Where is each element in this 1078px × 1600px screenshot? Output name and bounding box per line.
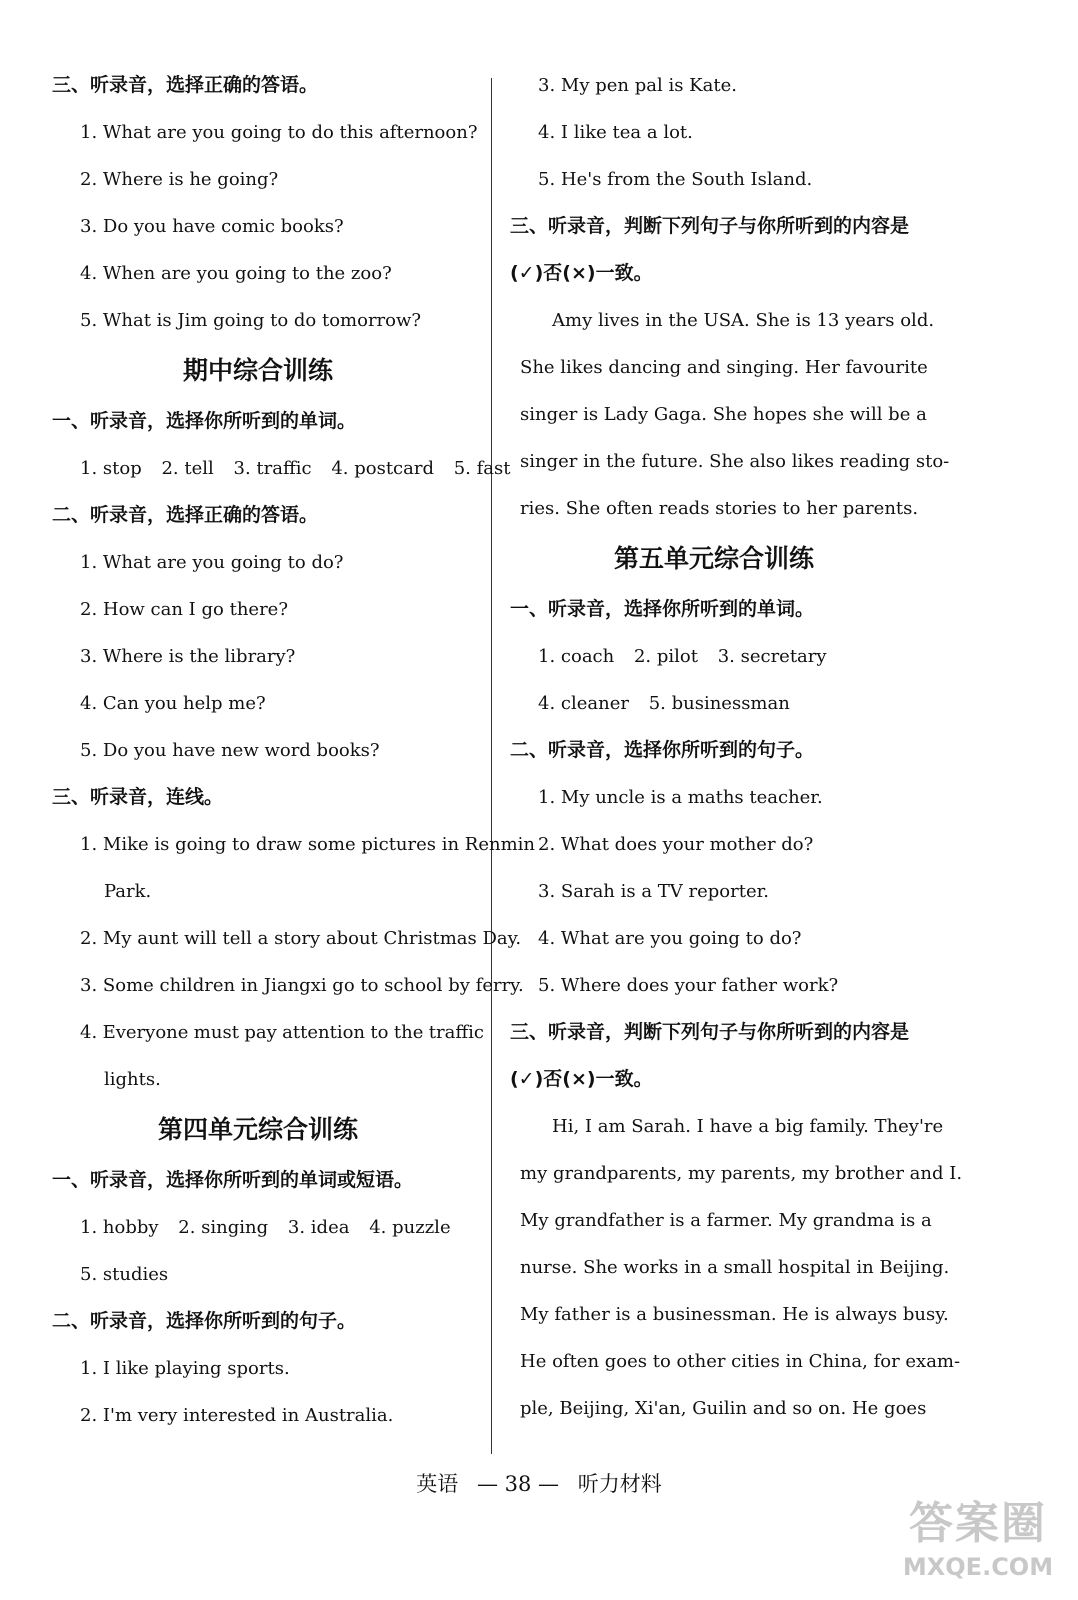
unit5-title: 第五单元综合训练: [613, 544, 814, 573]
word: Everyone: [102, 1022, 189, 1043]
paragraph-line: ries. She often reads stories to her parents.: [520, 498, 919, 519]
list-item: 2. I'm very interested in Australia.: [80, 1405, 394, 1426]
section-heading-continuation: (✓)否(×)一致。: [510, 262, 653, 284]
list-item: 3. Where is the library?: [80, 646, 296, 667]
list-item: 3. Do you have comic books?: [80, 216, 344, 237]
word-item: 1. coach: [538, 646, 615, 667]
word-list: [52, 1204, 484, 1251]
section-heading: 一、听录音，选择你所听到的单词。: [52, 410, 357, 432]
paragraph-line: She likes dancing and singing. Her favourite: [520, 357, 928, 378]
list-item: 2. How can I go there?: [80, 599, 288, 620]
word: 4.: [80, 1022, 98, 1043]
watermark: [888, 1496, 1068, 1592]
list-item: 3. Sarah is a TV reporter.: [538, 881, 769, 902]
right-column: [510, 62, 963, 1432]
word-list: [510, 680, 918, 727]
word-item: 2. singing: [178, 1217, 269, 1238]
list-item: 5. Do you have new word books?: [80, 740, 380, 761]
list-item: 2. Where is he going?: [80, 169, 279, 190]
list-item-continuation: Park.: [104, 881, 152, 902]
paragraph-line: My father is a businessman. He is always busy.: [520, 1304, 949, 1325]
section-heading: 三、听录音，连线。: [52, 786, 224, 808]
unit4-title: 第四单元综合训练: [157, 1115, 358, 1144]
section-heading-continuation: (✓)否(×)一致。: [510, 1068, 653, 1090]
list-item: 1. Mike is going to draw some pictures in Renmin: [80, 834, 536, 855]
section-heading: 三、听录音，判断下列句子与你所听到的内容是: [510, 215, 910, 237]
word-item: 4. puzzle: [369, 1217, 451, 1238]
midterm-title: 期中综合训练: [182, 356, 333, 385]
list-item: 5. Where does your father work?: [538, 975, 839, 996]
list-item: 2. What does your mother do?: [538, 834, 814, 855]
paragraph-line: ple, Beijing, Xi'an, Guilin and so on. He goes: [520, 1398, 927, 1419]
list-item: 4. Can you help me?: [80, 693, 266, 714]
list-item: 1. My uncle is a maths teacher.: [538, 787, 823, 808]
footer-subject: 英语: [416, 1472, 459, 1496]
paragraph-line: Amy lives in the USA. She is 13 years old.: [552, 310, 935, 331]
word-list: [52, 445, 511, 492]
word-item: 1. stop: [80, 458, 142, 479]
word: to: [370, 1022, 389, 1043]
page-number: — 38 —: [476, 1472, 560, 1496]
paragraph-line: My grandfather is a farmer. My grandma is a: [520, 1210, 932, 1231]
word-item: 3. secretary: [717, 646, 827, 667]
word-list: [510, 633, 918, 680]
list-item: 2. My aunt will tell a story about Christmas Day.: [80, 928, 522, 949]
word: the: [393, 1022, 424, 1043]
list-item: 4. I like tea a lot.: [538, 122, 693, 143]
section-heading: 一、听录音，选择你所听到的单词或短语。: [52, 1169, 414, 1191]
word: traffic: [428, 1022, 484, 1043]
section-heading: 二、听录音，选择你所听到的句子。: [510, 739, 815, 761]
left-column: [52, 62, 536, 1439]
list-item: 5. What is Jim going to do tomorrow?: [80, 310, 422, 331]
section-heading: 三、听录音，判断下列句子与你所听到的内容是: [510, 1021, 910, 1043]
section-heading: 二、听录音，选择你所听到的句子。: [52, 1310, 357, 1332]
column-divider: [491, 78, 492, 1454]
word-item: 3. idea: [287, 1217, 350, 1238]
word: pay: [244, 1022, 277, 1043]
list-item: 3. Some children in Jiangxi go to school by ferry.: [80, 975, 524, 996]
list-item: 4. When are you going to the zoo?: [80, 263, 392, 284]
word-item: 3. traffic: [233, 458, 312, 479]
paragraph-line: Hi, I am Sarah. I have a big family. They're: [552, 1116, 944, 1137]
list-item: 1. What are you going to do this afternoon?: [80, 122, 478, 143]
list-item: 1. I like playing sports.: [80, 1358, 290, 1379]
list-item: 3. My pen pal is Kate.: [538, 75, 737, 96]
list-item: 1. What are you going to do?: [80, 552, 344, 573]
section-heading: 三、听录音，选择正确的答语。: [52, 74, 319, 96]
word-item: 4. postcard: [331, 458, 434, 479]
word-item: 5. studies: [80, 1264, 169, 1285]
word-item: 2. pilot: [633, 646, 698, 667]
word-item: 4. cleaner: [538, 693, 629, 714]
word-item: 5. fast: [453, 458, 511, 479]
word: attention: [282, 1022, 366, 1043]
word-item: 2. tell: [161, 458, 214, 479]
paragraph-line: He often goes to other cities in China, for exam-: [520, 1351, 961, 1372]
watermark-url: MXQE.COM: [902, 1553, 1054, 1581]
section-heading: 一、听录音，选择你所听到的单词。: [510, 598, 815, 620]
watermark-logo: 答案圈: [909, 1498, 1047, 1549]
paragraph-line: nurse. She works in a small hospital in Beijing.: [520, 1257, 950, 1278]
section-heading: 二、听录音，选择正确的答语。: [52, 504, 319, 526]
list-item: 4. What are you going to do?: [538, 928, 802, 949]
word: must: [193, 1022, 239, 1043]
list-item: 5. He's from the South Island.: [538, 169, 813, 190]
list-item-continuation: lights.: [104, 1069, 161, 1090]
paragraph-line: singer is Lady Gaga. She hopes she will be a: [520, 404, 927, 425]
page-footer: [0, 1468, 1078, 1498]
list-item: [52, 1009, 484, 1056]
word-item: 5. businessman: [648, 693, 790, 714]
paragraph-line: singer in the future. She also likes reading sto-: [520, 451, 950, 472]
paragraph-line: my grandparents, my parents, my brother and I.: [520, 1163, 963, 1184]
footer-section: 听力材料: [577, 1472, 662, 1496]
word-item: 1. hobby: [80, 1217, 159, 1238]
